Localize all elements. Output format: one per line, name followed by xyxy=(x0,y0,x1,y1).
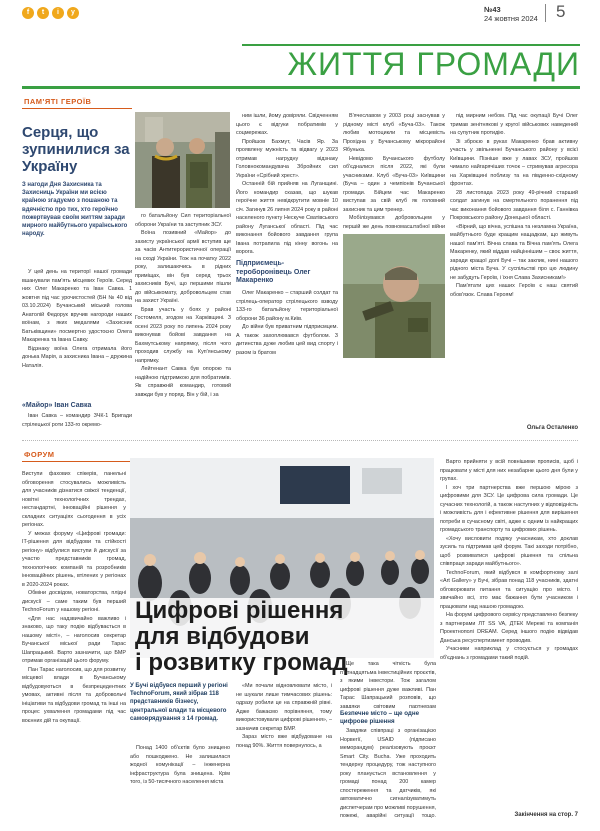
paragraph: У цей день на територї нашої громади вшанували пам'ять місцевих Героїв. Серед них Олег Макаренко та Іван Савка. 1 жовтня під час урочистостей (БН № 40 від 03.10.2024) Бучанський міський голова Анатолій Федорук вручив нагороди наших воїнам, з яких медалями «Захисник Батьківщини» посмертно удостоєно Олега Макаренка та Івана Савку. xyxy=(22,269,132,343)
memory-author: Ольга Осталенко xyxy=(526,425,578,431)
instagram-icon[interactable]: i xyxy=(52,7,64,19)
paragraph: Виступи фахових спікерів, панельні обговорення стосувались можливість для учасників дізнатися свіжої тенденції, новітні технологічних трендах, нестандартні, інноваційні рішення у складних ситуаціях сьогодення в усіх регіонах. xyxy=(22,471,126,528)
paragraph: «Хочу висловити подяку учасникам, хто доклав зусиль та підтримав цей форум. Такі заходи потрібно, щоб розвиватися цифрові рішення та спільна співпраця заради майбутнього». xyxy=(440,535,578,567)
paragraph: Завдяки співпраці з організацією Норвегії, USAID (підписано меморандум) реалізовують проєкт Smart City. Bucha. Уже проходить тендерну процедуру, тож наступного року планується встановлення у громаді понад 200 камер спостереження та датчиків, які автоматично сигналізуватимуть диспетчерам про можливі порушення, пожежі, аварійні ситуації тощо. xyxy=(340,728,436,819)
forum-section-tag: ФОРУМ xyxy=(24,450,55,459)
memory-col3 xyxy=(236,112,338,257)
paragraph: під мирним небом. Під час окупації Бучі Олег тримав зенітнякові у кругої військових наведений на супутник протидію. xyxy=(450,113,578,136)
paragraph: Зі зброєю в руках Макаренко брав активну участь у звільненні Бучанського району у всієї Київщини. Пізніше вже у лавах ЗСУ, пройшов чимало найгарячіших точок – стримував агресора на Харківщині поблизу та на південно-східному фронтах. xyxy=(450,138,578,187)
page-number: 5 xyxy=(556,2,566,21)
forum-lead: У Бучі відбувся перший у регіоні TechnoForum, який зібрав 118 представників бізнесу, центральної влади та місцевого самоврядування з 14 громад. xyxy=(130,683,228,722)
memory-col3-end xyxy=(236,289,338,435)
paragraph: Обміни досвідом, новаторства, плідні дискусії – саме таким був перший TechnoForum у нашому регіоні. xyxy=(22,590,126,613)
issue-date: 24 жовтня 2024 xyxy=(484,14,538,23)
paragraph: В'ячеславом у 2003 році заснував у рідному місті клуб «Буча-03». Також любив мотоцикли та місцевість Прохідна у Бучанському мікрорайоні Ябунька. xyxy=(343,113,445,153)
section-divider xyxy=(22,440,578,441)
forum-subhead-safe-city: Безпечне місто – ще одне цифрове рішення xyxy=(340,710,420,725)
paragraph: «Для нас надзвичайно важливо і знаково, що таку подію відбувається в нашому місті», – наголосив секретар Бучанської міської ради Тарас Шапрацький. Варто зазначити, що БМР отримав організацій цього форуму. xyxy=(22,615,126,664)
paragraph: Олег Макаренко – старший солдат та стрілець-оператор стрілецького взводу 133-го батальйону територіальної оборони 36 району м.Київ. xyxy=(236,290,338,322)
paragraph: Лейтенант Савка був опорою та надійною підтримкою для побратимів. Як справжній командир, готовий завжди був у поряд. Він у бій, і за xyxy=(135,366,231,398)
forum-col3 xyxy=(130,744,230,820)
forum-col4c xyxy=(340,727,436,820)
forum-col1 xyxy=(22,470,126,770)
continued-note[interactable]: Закінчення на стор. 7 xyxy=(514,812,578,818)
paragraph: До війни був приватним підприємцем. А також захоплювався футболом. З дитинства дуже любив цей вид спорту і разом із братом xyxy=(236,324,338,356)
headline-line: для відбудови xyxy=(135,623,310,650)
paragraph: TechnoForum, який відбувся в комфортному залі «Art Gallery» у Бучі, зібрав понад 118 учасників, здатні обговорювати питання та ситуацію про місто. І звичайно всі, хто має бажання бути учасником і працювати над нашою громадою. xyxy=(440,569,578,610)
paragraph: Останній бій прийняв на Луганщині. Його командир сказав, що шукав героїчне життя невідкрутити мовніе 10 січ. Загинув 26 липня 2024 року в районі населеного пункту Нескуче Сватівського району Луганської області. Під час виконання бойового завдання група Івана потрапила під кінну вогонь на ворога. xyxy=(236,181,338,255)
forum-headline xyxy=(135,598,348,676)
paragraph: «Вірний, що вічна, успішна та незламна Україна, майбутнього буде кращим нащадкам, що живуть нашої пам'яті. Вічна слава та Вічна пам'ять Олега Макаренку, який віддав найціннішим – своє життя, заради кращої долі Бучі – так заклик, нині нашого рідного міста Буча. У суспільстві про цю людину не забудуть Героїв, і їхня Слава Захисникам!» xyxy=(450,223,578,281)
headline-line: і розвитку громад xyxy=(135,649,348,676)
memory-col1-end xyxy=(22,412,132,434)
facebook-icon[interactable]: f xyxy=(22,7,34,19)
photo-ivan-savka xyxy=(135,112,230,208)
paragraph: Пам'ятати цих наших Героїв є наш святий обов'язок. Слава Героям! xyxy=(450,283,578,298)
paragraph: Пройшов Бахмут, Часів Яр. За проявлену мужність та відвагу у 2023 отримав нагрудну відзнаку Головнокомандувача Збройних сил України «Срібний хрест». xyxy=(236,138,338,179)
memory-col4 xyxy=(343,112,445,230)
issue-info xyxy=(484,5,538,23)
forum-col4b xyxy=(340,660,436,708)
youtube-icon[interactable]: y xyxy=(67,7,79,19)
paragraph: «Ми почали відновлювати місто, і не шукали лише тимчасових рішень: одразу робили це на справжній рівні. Адже бажаємо порівняння, тому використовували цифрові рішення», – зазначив секретар БМР. xyxy=(236,683,332,732)
paragraph: Воїна позивний «Майор» до захисту української армії вступив ще за часів Антитерористичної операції на сході України. Тож на початку 2022 року, залишаючись в рідних приміщах, він був серед трьох захисників Бучі, що першими пішли до військкомату, добровольцем став на захист Україні. xyxy=(135,230,231,304)
paragraph: Учасники наприклад у стосується у громадах об'єднань з громадами такий подій. xyxy=(440,646,578,661)
paragraph: Понад 1400 об'єктів було знищено або пошкоджено. Не залишилася жодної комунікації – інженерна інфраструктура була знищена. Крім того, із 50-тисячного населення міста xyxy=(130,745,230,785)
forum-tag-rule xyxy=(22,461,132,462)
memory-subhead-makarenko: Підприємець-тероборонівець Олег Макаренко xyxy=(236,260,311,284)
paragraph: Ще така чіткість була п'ятнадцятьма інвестиційних проєктів, з якими інвестори. Тож загалом цифрові рішення дуже важливі. Пан Тарас Шапрацький розповів, що завдяки світовим партнерам xyxy=(340,661,436,708)
paragraph: І хоч три партнерства вже першою мірою з цифровими для ЗСУ. Це цифрова сила громади. Це сучасних технологій, а також наступних у відповідність і можливість для і ефективне рішення для вирішення потреби в сучасному світі, адже є одним із найкращих громадського транспорту та цифрових рішень. xyxy=(440,484,578,533)
paragraph: Відзнаку воїна Олега отримала його донька Марія, а захисника Івана – дружина Наталія. xyxy=(22,345,132,369)
forum-col3b xyxy=(236,682,332,820)
paragraph: Зараз місто вже відбудоване на понад 90%. Життя повернулось, а xyxy=(236,734,332,749)
soldiers-photo-icon xyxy=(135,112,230,208)
header-rule-bottom xyxy=(22,86,580,89)
issue-number: №43 xyxy=(484,5,501,14)
paragraph: го батальйону Сил територіальної оборони України та заступник ЗСУ. xyxy=(135,213,231,228)
memory-col5 xyxy=(450,112,578,412)
paragraph: У межах форуму «Цифрові громади: IT-рішення для відбудови та стійкості регіону» відбулися виступи й дискусії за участю представників громад, технологічних компаній та розробників інноваційних рішень, втілених у регіонах в 2020-2024 роках. xyxy=(22,530,126,588)
memory-subhead-savka: «Майор» Іван Савка xyxy=(22,402,92,409)
paragraph: Невідомо Бучанського футболу об'єдналися після 2022, які були учасниками. Клуб «Буча-03» Київщини (Буча – один з чемпіонів Бучанської громади. Бійцем час Макаренко виступав за свій клуб як головний захисник та цим тренер. xyxy=(343,155,445,213)
forum-col5 xyxy=(440,458,578,810)
paragraph: Пан Тарас наголосив, що для розвитку місцевої влади в Бучанському відбудовуються в безпрецедентних умовах, активні після та добровольчі ініціативи та відбудови громад та інші на процес ухвалення громадами під час воєнних дій та окупації. xyxy=(22,666,126,724)
paragraph: Брав участь у боях у районі Гостомеля, згодом на Харківщині. З осені 2023 року по липень 2024 року виконував бойові завдання на Бахмутському напрямку, після чого проходив службу на Куп'янському напрямку. xyxy=(135,306,231,364)
photo-oleg-makarenko xyxy=(343,234,445,358)
memory-tag-rule xyxy=(22,108,132,109)
page-divider xyxy=(545,4,546,22)
paragraph: Мобілізувався добровольцем у першій же день повномасштабної війни xyxy=(343,215,445,230)
memory-lead: З нагоди Дня Захисника та Захисниць України ми всією країною згадуємо з пошаною та вдячністю про тих, хто героїчно пожертвував своїм життям заради мирного майбутнього українського народу. xyxy=(22,182,128,238)
paragraph: На форумі цифрового сервісу представлено безпеку з партнерами ЛТ SS VA, ДТЕК Мережі та компанія Проектнополі DREAM. Серед іншого подію відвідав Данська ресуспертизмент проводив. xyxy=(440,612,578,644)
paragraph: Іван Савка – командир ЗЧК-1 Бригади стрілецької роти 133-го окремо- xyxy=(22,413,132,428)
paragraph: 28 листопада 2023 року 49-річний старший солдат загинув на смертельного поранення під час виконання бойового завдання біля с. Ганнівка Покровського району Донецької області. xyxy=(450,189,578,221)
paragraph: ним ішли, йому довіряли. Свідченням цього є відгуки побратимів у соцмережах. xyxy=(236,113,338,136)
memory-col2 xyxy=(135,212,231,437)
memory-section-tag: ПАМ'ЯТІ ГЕРОЇВ xyxy=(24,97,92,106)
telegram-icon[interactable]: t xyxy=(37,7,49,19)
section-title: ЖИТТЯ ГРОМАДИ xyxy=(287,46,580,82)
paragraph: Варто прийняти у всій повнішими прописів, щоб і працювати у місті для них незабарне цього дня були у групах. xyxy=(440,459,578,482)
memory-col1 xyxy=(22,268,132,400)
memory-title: Серця, що зупинилися за Україну xyxy=(22,124,130,175)
headline-line: Цифрові рішення xyxy=(135,597,344,624)
soldier-portrait-icon xyxy=(343,234,445,358)
